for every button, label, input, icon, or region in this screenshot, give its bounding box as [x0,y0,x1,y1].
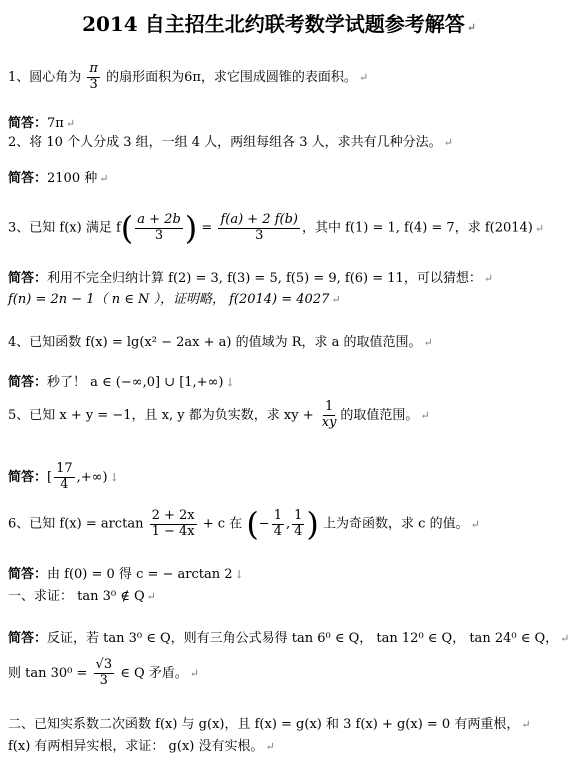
section-1-answer-line-2: 则 tan 30⁰ = $\frac{√3}{3}$ ∈ Q 矛盾。 ↵ [8,657,199,688]
question-4: 4、已知函数 f(x) = lg(x² − 2ax + a) 的值域为 R，求 a 的取值范围。 ↵ [8,335,433,350]
section-2-question-line-2: f(x) 有两相异实根，求证： g(x) 没有实根。 ↵ [8,739,275,754]
fraction: $\frac{1}{4}$ [273,507,282,539]
section-2-question: 二、已知实系数二次函数 f(x) 与 g(x)，且 f(x) = g(x) 和 3 f(x) + g(x) = 0 有两重根， ↵ [8,717,531,732]
question-2: 2、将 10 个人分成 3 组，一组 4 人，两组每组各 3 人，求共有几种分法。 ↵ [8,135,453,150]
fraction: $\frac{2 + 2x}{1 - 4x}$ [151,507,195,539]
fraction: $\frac{1}{xy}$ [321,399,337,430]
answer-3-line-2: f(n) = 2n − 1（ n ∈ N ），证明略， f(2014) = 4027 ↵ [8,292,341,307]
section-1-question: 一、求证： tan 3⁰ ∉ Q ↵ [8,589,156,604]
section-1-answer: 简答：反证，若 tan 3⁰ ∈ Q，则有三角公式易得 tan 6⁰ ∈ Q， tan 12⁰ ∈ Q， tan 24⁰ ∈ Q， ↵ [8,631,569,646]
question-5: 5、已知 x + y = −1，且 x, y 都为负实数，求 xy + $\frac{1}{xy}$ 的取值范围。 ↵ [8,399,430,430]
fraction: $\frac{√3}{3}$ [95,657,113,688]
document-title: 2014 自主招生北约联考数学试题参考解答 ↵ [82,12,476,36]
answer-4: 简答：秒了！ a ∈ (−∞,0] ∪ [1,+∞) ↓ [8,375,235,390]
answer-5: 简答：[ $\frac{17}{4}$ ,+∞) ↓ [8,461,119,492]
fraction: $\frac{17}{4}$ [56,461,73,492]
question-3: 3、已知 f(x) 满足 f( $\frac{a + 2b}{3}$ ) = $\frac{f(a) + 2 f(b)}{3}$ ，其中 f(1) = 1, f(4) = 7，求 f(2014) ↵ [8,209,545,247]
fraction: $\frac{1}{4}$ [294,507,303,539]
answer-3: 简答：利用不完全归纳计算 f(2) = 3, f(3) = 5, f(5) = 9, f(6) = 11，可以猜想： ↵ [8,271,494,286]
fraction: $\frac{f(a) + 2 f(b)}{3}$ [220,211,298,243]
answer-2: 简答：2100 种 ↵ [8,171,109,186]
answer-6: 简答：由 f(0) = 0 得 c = − arctan 2 ↓ [8,567,244,582]
question-1: 1、圆心角为 $\frac{\pi}{3}$ 的扇形面积为6π，求它围成圆锥的表面积。 ↵ [8,61,369,92]
answer-1: 简答：7π ↵ [8,116,76,131]
fraction: $\frac{a + 2b}{3}$ [137,211,181,243]
question-6: 6、已知 f(x) = arctan $\frac{2 + 2x}{1 - 4x}$ + c 在 (− $\frac{1}{4}$ , $\frac{1}{4}$ ) 上为奇函数，求 c 的值。 ↵ [8,505,480,543]
fraction: $\frac{\pi}{3}$ [89,61,98,92]
